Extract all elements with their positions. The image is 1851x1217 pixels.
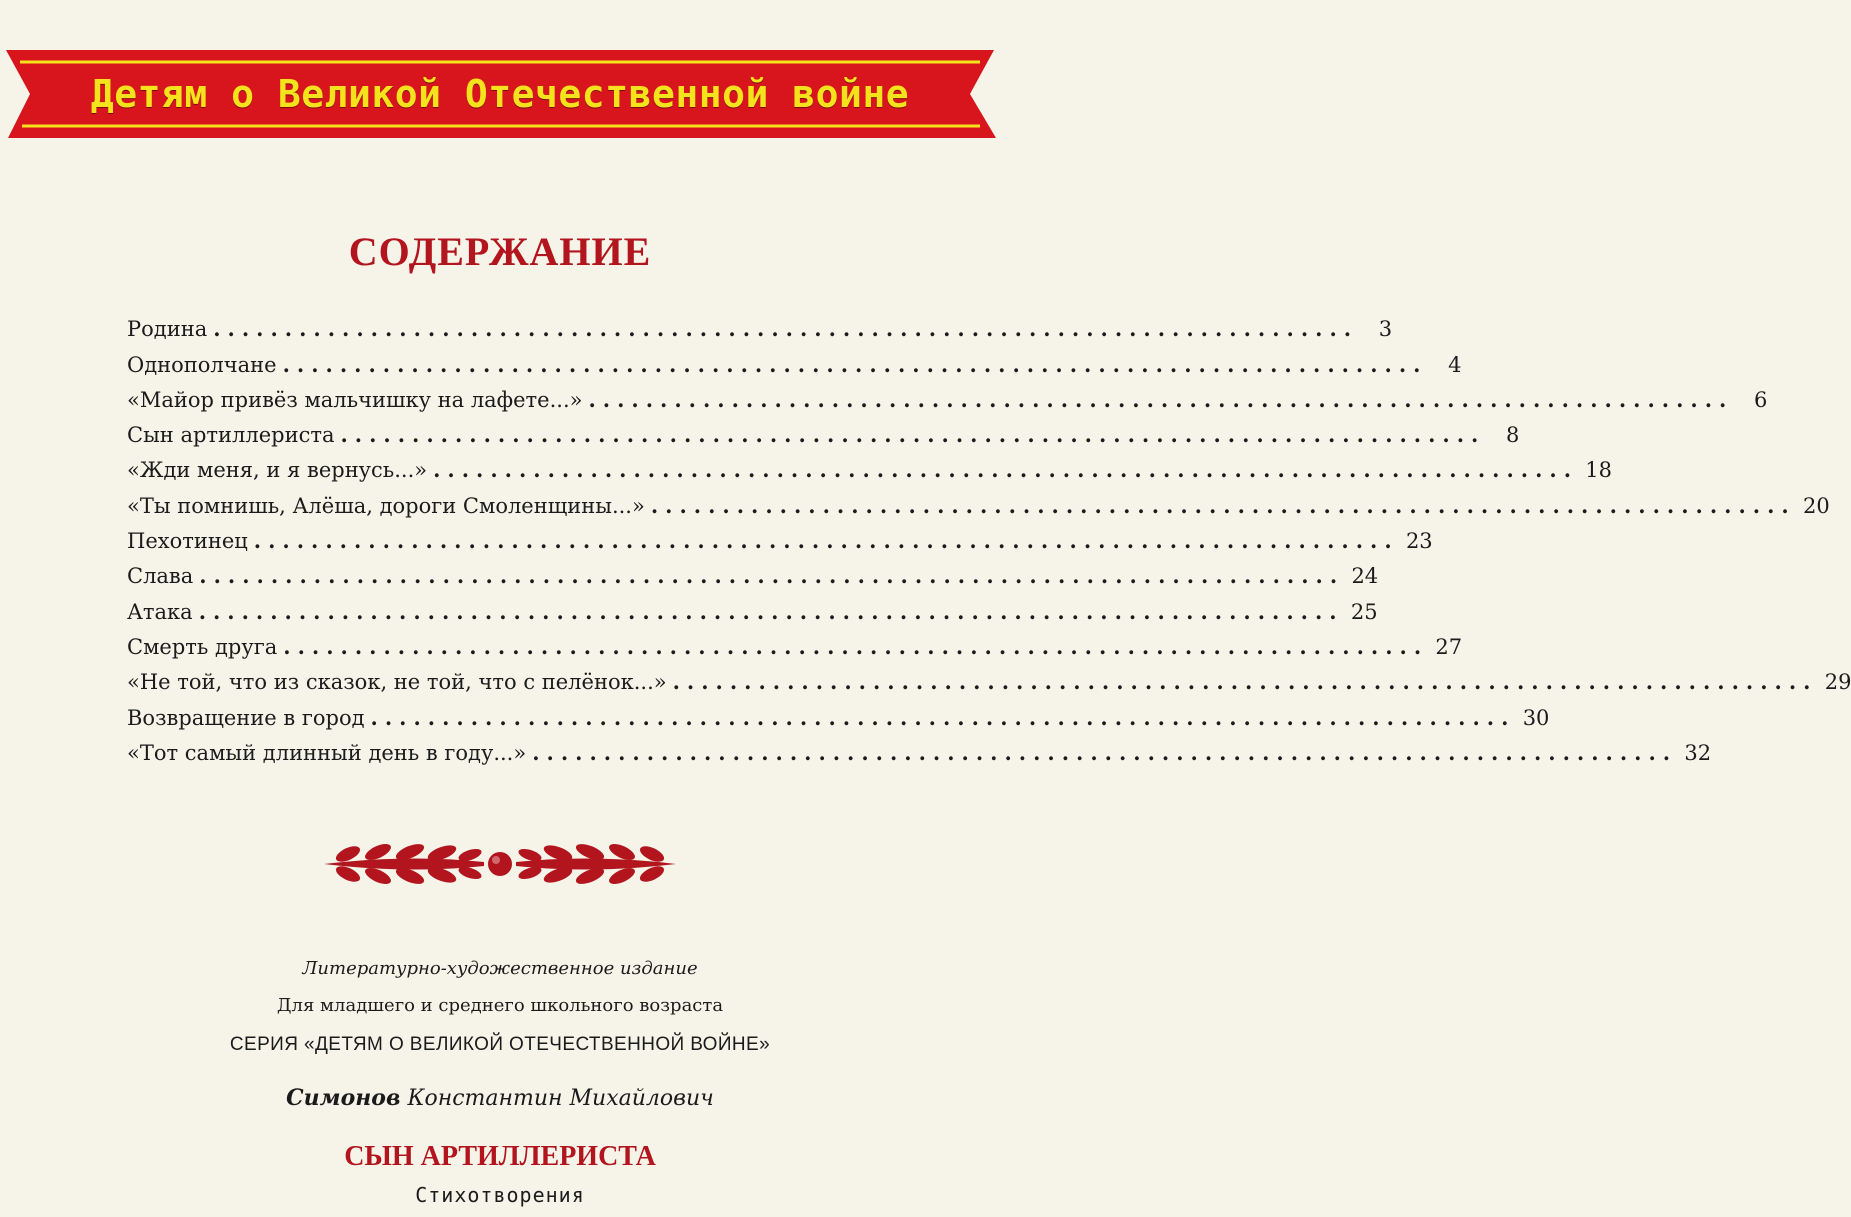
author-line [0, 1085, 1000, 1111]
laurel-ornament-icon [318, 840, 682, 893]
banner-title: Детям о Великой Отечественной войне [90, 72, 910, 116]
toc-entry-page: 8 [1506, 423, 1520, 448]
toc-entry [127, 553, 1379, 589]
toc-entry-title: Слава [127, 564, 194, 589]
toc-entry-title: Смерть друга [127, 634, 278, 659]
toc-entry-page: 29 [1824, 670, 1851, 695]
toc-entry [127, 341, 1462, 377]
dot-leader: ................................................................................ [650, 492, 1796, 518]
laurel-branches-icon [318, 840, 682, 888]
toc-entry [127, 306, 1393, 342]
author-surname: Симонов [286, 1085, 401, 1111]
toc-entry [127, 588, 1378, 624]
dot-leader: ................................................................................ [198, 598, 1344, 624]
dot-leader: ................................................................................ [282, 351, 1428, 377]
toc-entry [127, 730, 1712, 765]
dot-leader: ................................................................................ [283, 633, 1429, 659]
toc-entry-page: 27 [1435, 634, 1463, 659]
toc-entry-title: «Жди меня, и я вернусь...» [127, 458, 428, 483]
series-line: СЕРИЯ «ДЕТЯМ О ВЕЛИКОЙ ОТЕЧЕСТВЕННОЙ ВОЙНЕ» [229, 1034, 771, 1055]
genre-line: Стихотворения [415, 1183, 585, 1207]
toc-entry [127, 412, 1520, 448]
toc-entry [127, 377, 1768, 412]
toc-entry-title: Сын артиллериста [127, 423, 335, 448]
toc-entry-page: 32 [1684, 740, 1712, 765]
toc-entry [127, 694, 1550, 730]
audience-line: Для младшего и среднего школьного возраста [276, 995, 724, 1016]
toc-entry [127, 624, 1463, 659]
toc-entry-title: Атака [127, 599, 193, 624]
toc-entry-title: «Ты помнишь, Алёша, дороги Смоленщины...» [127, 493, 645, 518]
toc-entry-title: Однополчане [127, 352, 277, 377]
toc-entry-page: 3 [1378, 317, 1393, 342]
contents-heading: СОДЕРЖАНИЕ [348, 229, 652, 274]
toc-entry-page: 23 [1405, 529, 1433, 554]
toc-entry-page: 20 [1803, 493, 1830, 518]
author-given-names: Константин Михайлович [407, 1086, 714, 1111]
toc-entry-title: «Не той, что из сказок, не той, что с пелёнок...» [127, 670, 667, 695]
toc-entry-title: «Тот самый длинный день в году...» [127, 740, 527, 765]
toc-entry-title: Возвращение в город [127, 705, 365, 730]
toc-entry [127, 447, 1613, 483]
dot-leader: ................................................................................ [588, 386, 1734, 412]
edition-type: Литературно-художественное издание [302, 958, 698, 979]
toc-entry-page: 24 [1351, 564, 1379, 589]
toc-entry [127, 659, 1851, 695]
table-of-contents [127, 306, 1851, 765]
dot-leader: ................................................................................ [199, 563, 1345, 589]
series-banner [0, 46, 1000, 166]
toc-entry-page: 30 [1522, 705, 1550, 730]
toc-entry-page: 25 [1350, 599, 1378, 624]
toc-entry-title: Родина [127, 317, 208, 342]
dot-leader: ................................................................................ [253, 528, 1399, 554]
book-title: СЫН АРТИЛЛЕРИСТА [344, 1141, 656, 1172]
toc-entry [127, 518, 1433, 554]
dot-leader: ................................................................................ [370, 704, 1516, 730]
toc-entry-title: «Майор привёз мальчишку на лафете...» [127, 387, 583, 412]
toc-entry-page: 4 [1448, 352, 1462, 377]
dot-leader: ................................................................................ [672, 669, 1818, 695]
dot-leader: ................................................................................ [433, 457, 1579, 483]
toc-entry [127, 482, 1830, 518]
dot-leader: ................................................................................ [340, 422, 1486, 448]
dot-leader: ................................................................................ [532, 739, 1678, 765]
toc-entry-page: 6 [1753, 387, 1768, 412]
toc-entry-title: Пехотинец [127, 529, 248, 554]
dot-leader: ................................................................................ [213, 316, 1359, 342]
toc-entry-page: 18 [1585, 458, 1613, 483]
